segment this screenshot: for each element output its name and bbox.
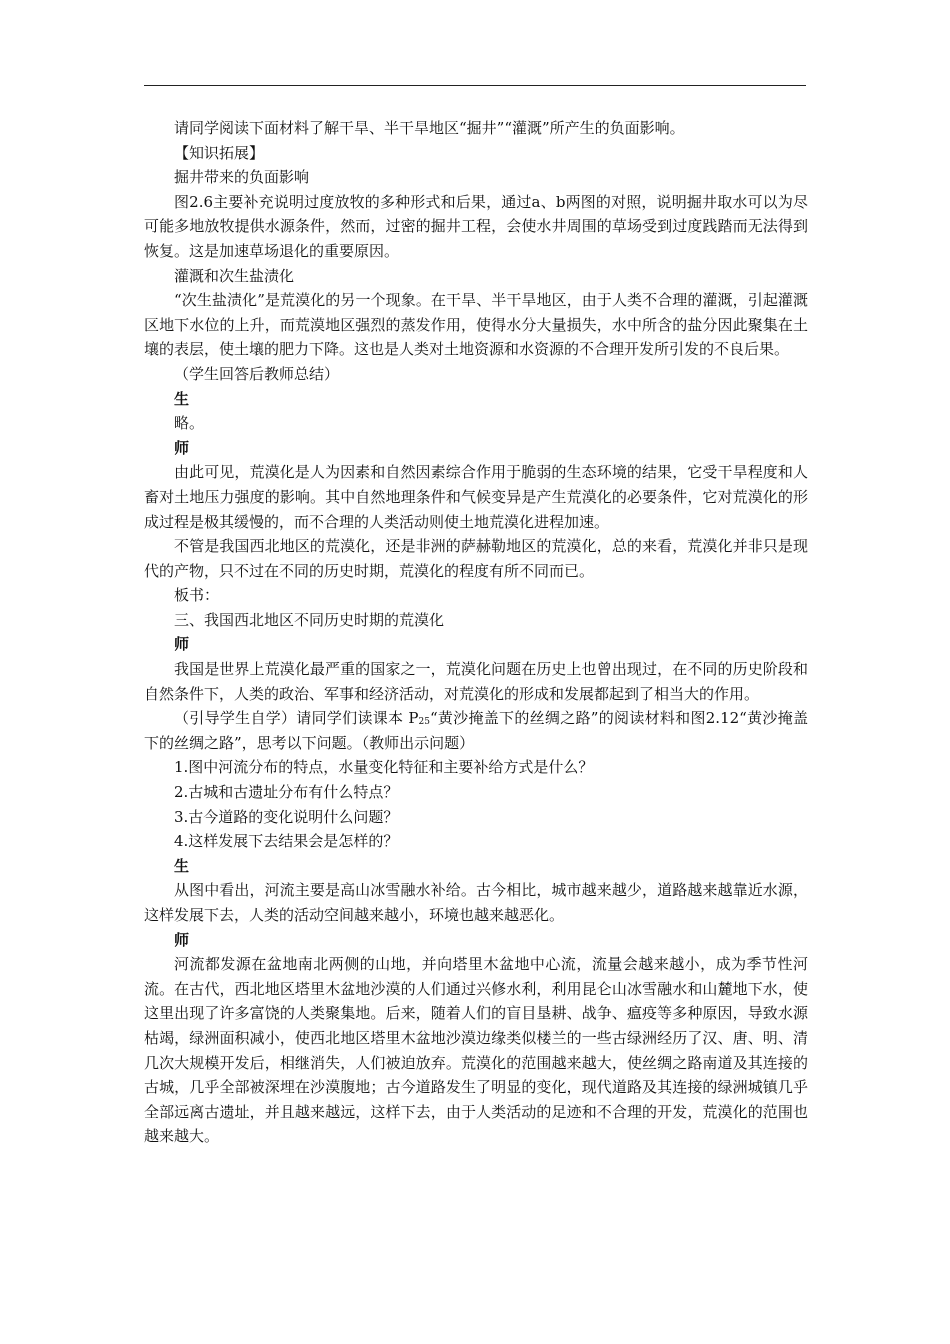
- speaker-teacher: 师: [174, 930, 190, 949]
- paragraph-summary: 由此可见，荒漠化是人为因素和自然因素综合作用于脆弱的生态环境的结果，它受干旱程度和人畜对土地压力强度的影响。其中自然地理条件和气候变异是产生荒漠化的必要条件，它对荒漠化的形成过程是极其缓慢的，而不合理的人类活动则使土地荒漠化进程加速。: [144, 463, 808, 531]
- speaker-teacher: 师: [174, 635, 190, 654]
- paragraph-tarim: 河流都发源在盆地南北两侧的山地，并向塔里木盆地中心流，流量会越来越小，成为季节性河流。在古代，西北地区塔里木盆地沙漠的人们通过兴修水利，利用昆仑山冰雪融水和山麓地下水，使这里出现了许多富饶的人类聚集地。后来，随着人们的盲目垦耕、战争、瘟疫等多种原因，导致水源枯竭，绿洲面积减小，使西北地区塔里木盆地沙漠边缘类似楼兰的一些古绿洲经历了汉、唐、明、清几次大规模开发后，相继消失，人们被迫放弃。荒漠化的范围越来越大，使丝绸之路南道及其连接的古城，几乎全部被深埋在沙漠腹地；古今道路发生了明显的变化，现代道路及其连接的绿洲城镇几乎全部远离古遗址，并且越来越远，这样下去，由于人类活动的足迹和不合理的开发，荒漠化的范围也越来越大。: [144, 955, 808, 1146]
- document-body: [144, 116, 808, 1149]
- self-study-text-a: （引导学生自学）请同学们读课本 P: [174, 709, 419, 728]
- page-subscript: 25: [418, 717, 430, 728]
- intro-paragraph: 请同学阅读下面材料了解干旱、半干旱地区“掘井”“灌溉”所产生的负面影响。: [174, 119, 685, 137]
- note-teacher-summary: （学生回答后教师总结）: [174, 364, 340, 383]
- question-4: 4.这样发展下去结果会是怎样的？: [174, 832, 399, 851]
- section-heading-knowledge: 【知识拓展】: [174, 143, 265, 162]
- student-answer-rivers: 从图中看出，河流主要是高山冰雪融水补给。古今相比，城市越来越少，道路越来越靠近水源，这样发展下去，人类的活动空间越来越小，环境也越来越恶化。: [144, 881, 808, 924]
- board-label: 板书：: [174, 586, 220, 605]
- student-answer: 略。: [174, 414, 205, 433]
- header-rule: [144, 85, 806, 86]
- paragraph-history: 我国是世界上荒漠化最严重的国家之一，荒漠化问题在历史上也曾出现过，在不同的历史阶段和自然条件下，人类的政治、军事和经济活动，对荒漠化的形成和发展都起到了相当大的作用。: [144, 660, 808, 703]
- speaker-student: 生: [174, 856, 190, 875]
- paragraph-well: 图2.6主要补充说明过度放牧的多种形式和后果，通过a、b两图的对照，说明掘井取水可以为尽可能多地放牧提供水源条件，然而，过密的掘井工程，会使水井周围的草场受到过度践踏而无法得到恢复。这是加速草场退化的重要原因。: [144, 192, 808, 260]
- question-2: 2.古城和古遗址分布有什么特点？: [174, 783, 399, 802]
- paragraph-self-study: [144, 706, 808, 755]
- speaker-teacher: 师: [174, 438, 190, 457]
- question-3: 3.古今道路的变化说明什么问题？: [174, 807, 399, 826]
- subheading-irrigation: 灌溉和次生盐渍化: [174, 266, 295, 285]
- section-heading-history: 三、我国西北地区不同历史时期的荒漠化: [174, 610, 445, 629]
- speaker-student: 生: [174, 389, 190, 408]
- question-1: 1.图中河流分布的特点，水量变化特征和主要补给方式是什么？: [174, 758, 594, 777]
- paragraph-salinization: “次生盐渍化”是荒漠化的另一个现象。在干旱、半干旱地区，由于人类不合理的灌溉，引起灌溉区地下水位的上升，而荒漠地区强烈的蒸发作用，使得水分大量损失，水中所含的盐分因此聚集在土壤的表层，使土壤的肥力下降。这也是人类对土地资源和水资源的不合理开发所引发的不良后果。: [144, 291, 808, 359]
- paragraph-comparison: 不管是我国西北地区的荒漠化，还是非洲的萨赫勒地区的荒漠化，总的来看，荒漠化并非只是现代的产物，只不过在不同的历史时期，荒漠化的程度有所不同而已。: [144, 537, 808, 580]
- self-study-text-b: “黄沙掩盖下的丝绸之路”的阅读材料和图2.12“黄沙掩盖下的丝绸之路”，思考以下问题。（教师出示问题）: [144, 709, 808, 752]
- subheading-well: 掘井带来的负面影响: [174, 168, 310, 187]
